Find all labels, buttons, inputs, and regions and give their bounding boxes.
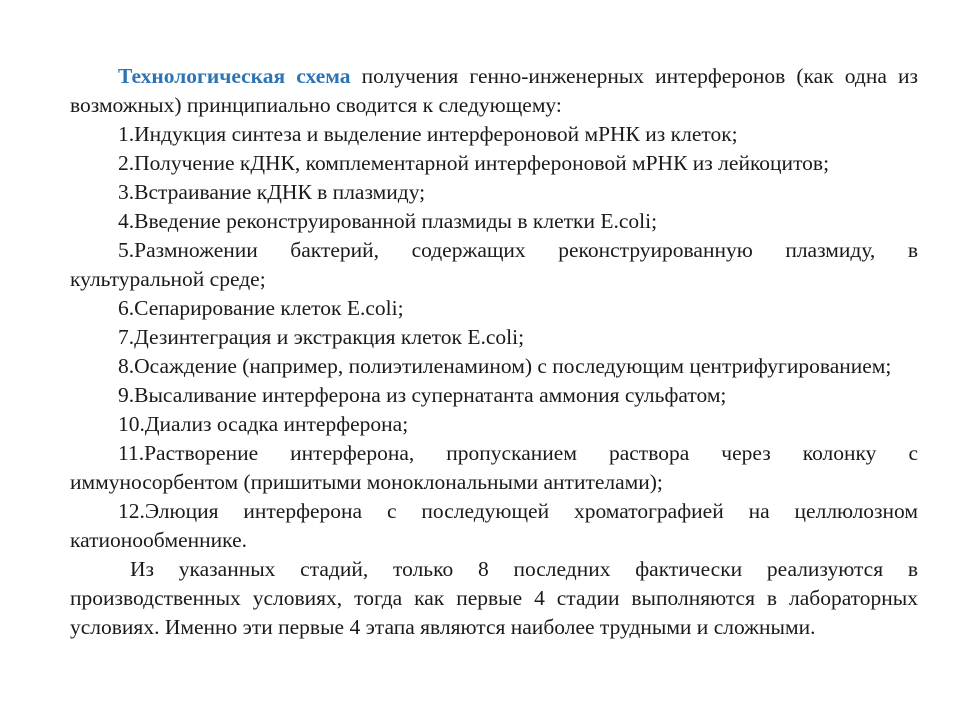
step-2: 2.Получение кДНК, комплементарной интерфероновой мРНК из лейкоцитов;: [118, 151, 830, 175]
step-12: 12.Элюция интерферона с последующей хроматографией на целлюлозном катионообменнике.: [70, 499, 918, 552]
step-8: 8.Осаждение (например, полиэтиленамином) с последующим центрифугированием;: [118, 354, 892, 378]
step-7: 7.Дезинтеграция и экстракция клеток E.coli;: [118, 325, 525, 349]
step-9: 9.Высаливание интерферона из супернатанта аммония сульфатом;: [118, 383, 727, 407]
step-1: 1.Индукция синтеза и выделение интерфероновой мРНК из клеток;: [118, 122, 738, 146]
step-10: 10.Диализ осадка интерферона;: [118, 412, 409, 436]
conclusion-paragraph: Из указанных стадий, только 8 последних фактически реализуются в производственных условиях, тогда как первые 4 стадии выполняются в лабораторных условиях. Именно эти первые 4 этапа являются наиболее трудными и сложными.: [70, 557, 918, 639]
slide-content: [70, 62, 918, 642]
step-11: 11.Растворение интерферона, пропусканием раствора через колонку с иммуносорбентом (пришитыми моноклональными антителами);: [70, 441, 918, 494]
step-6: 6.Сепарирование клеток E.coli;: [118, 296, 404, 320]
step-3: 3.Встраивание кДНК в плазмиду;: [118, 180, 426, 204]
step-5: 5.Размножении бактерий, содержащих реконструированную плазмиду, в культуральной среде;: [70, 238, 918, 291]
intro-text: получения генно-инженерных интерферонов (как одна из возможных) принципиально сводится к следующему:: [70, 64, 918, 117]
intro-paragraph: [70, 62, 918, 120]
step-4: 4.Введение реконструированной плазмиды в клетки E.coli;: [118, 209, 658, 233]
intro-highlight: Технологическая схема: [118, 64, 351, 88]
